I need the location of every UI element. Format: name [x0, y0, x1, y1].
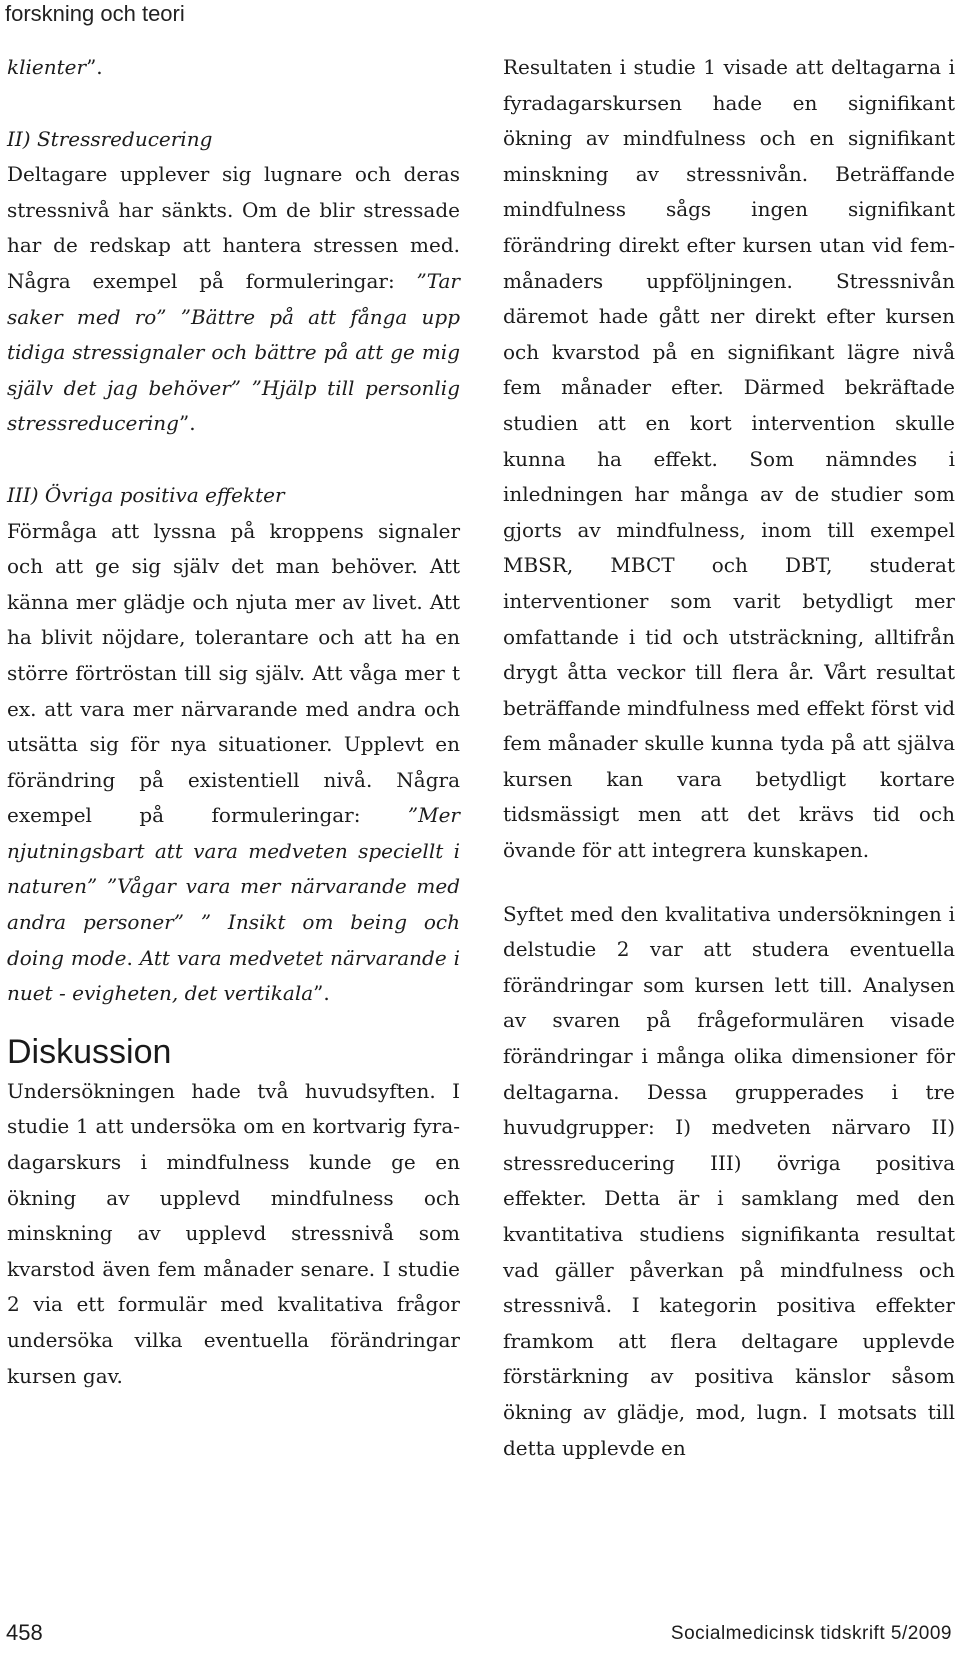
quote-stress-3-end: ”. — [178, 411, 196, 436]
quote-stress-3: ”Hjälp till personlig stressreducering — [7, 375, 460, 436]
section-label-other: III) Övriga positiva effekter — [7, 482, 285, 507]
quote-other-2: ”Vågar vara mer närvarande med andra personer” — [7, 874, 460, 935]
discussion-paragraph: Undersökningen hade två huvudsyften. I studie 1 att undersöka om en kortvarig fyra- dagarskurs i mindfulness kunde ge en ökning av upplevd mindfulness och minskning av upplevd stressnivå som kvarstod även fem månader senare. I studie 2 via ett formulär med kvalitativa frågor undersöka vilka eventuella förändringar kursen gav. — [7, 1078, 460, 1388]
quote-stress-2: ”Bättre på att fånga upp tidiga stressignaler och bättre på att ge mig själv det jag behöver” — [7, 304, 460, 400]
page-number: 458 — [6, 1620, 43, 1645]
quote-other-4-end: ”. — [313, 981, 330, 1006]
journal-footer: Socialmedicinsk tidskrift 5/2009 — [670, 1623, 952, 1644]
continuation-end: ”. — [86, 55, 103, 79]
quote-other-4: Att vara medvetet närvarande i nuet - evigheten, det vertikala — [7, 945, 460, 1006]
quote-other-1: ”Mer njutningsbart att vara medveten speciellt i naturen” — [7, 803, 460, 899]
discussion-heading: Diskussion — [7, 1032, 172, 1071]
right-column — [503, 50, 955, 1466]
section-other-effects — [7, 478, 460, 1012]
quote-other-3-end: . — [126, 945, 133, 970]
left-column — [7, 50, 460, 1394]
results-paragraph: Resultaten i studie 1 visade att deltagarna i fyradagarskursen hade en signifikant ökning av mindfulness och en signifikant minskning av stressnivån. Beträffande mindfulness sågs ingen signifikant förändring direkt efter kursen utan vid fem-månaders uppföljningen. Stressnivån däremot hade gått ner direkt efter kursen och kvarstod på en signifikant lägre nivå fem månader efter. Därmed bekräftade studien att en kort intervention skulle kunna ha effekt. Som nämndes i inledningen har många av de studier som gjorts av mindfulness, inom till exempel MBSR, MBCT och DBT, studerat interventioner som varit betydligt mer omfattande i tid och utsträckning, alltifrån drygt åtta veckor till flera år. Vårt resultat beträffande mindfulness med effekt först vid fem månader skulle kunna tyda på att själva kursen kan vara betydligt kortare tidsmässigt men att det krävs tid och övande för att integrera kunskapen. — [503, 55, 956, 863]
qualitative-paragraph: Syftet med den kvalitativa undersökningen i delstudie 2 var att studera eventuella förändringar som kursen lett till. Analysen av svaren på frågeformulären visade förändringar i många olika dimensioner för deltagarna. Dessa grupperades i tre huvudgrupper: I) medveten närvaro II) stressreducering III) övriga positiva effekter. Detta är i samklang med den kvantitativa studiens signifikanta resultat vad gäller påverkan på mindfulness och stressnivå. I kategorin positiva effekter framkom att flera deltagare upplevde förstärkning av positiva känslor såsom ökning av glädje, mod, lugn. I motsats till detta upplevde en — [503, 901, 955, 1460]
continuation-paragraph — [7, 50, 460, 86]
quote-stress-1: ”Tar saker med ro” — [7, 268, 460, 329]
running-head: forskning och teori — [5, 1, 185, 26]
section-text-other: Förmåga att lyssna på kroppens signaler och att ge sig själv det man behöver. Att känna mer glädje och njuta mer av livet. Att ha blivit nöjdare, tolerantare och att ha en större förtröstan till sig själv. Att våga mer t ex. att vara mer närvarande med andra och utsätta sig för nya situationer. Upplevt en förändring på existentiell nivå. Några exempel på formuleringar: — [7, 518, 460, 828]
section-stress-reduction — [7, 122, 460, 442]
section-label-stress: II) Stressreducering — [7, 126, 213, 151]
continuation-italic: klienter — [7, 55, 87, 79]
quote-other-3: ” Insikt om being och doing mode — [7, 910, 460, 970]
section-text-stress: Deltagare upplever sig lugnare och deras stressnivå har sänkts. Om de blir stressade har de redskap att hantera stressen med. Några exempel på formuleringar: — [7, 162, 460, 293]
